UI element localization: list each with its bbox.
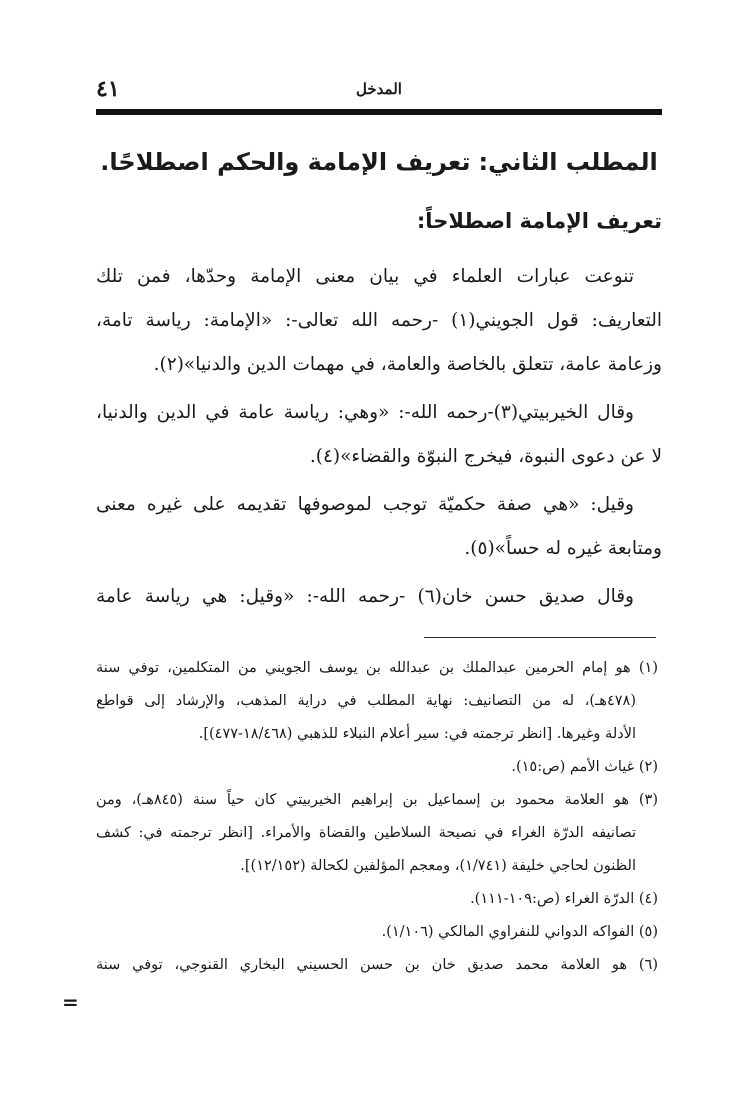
footnote-line: (٣) هو العلامة محمود بن إسماعيل بن إبراهيم الخيربيتي كان حياً سنة (٨٤٥هـ)، ومن — [96, 792, 658, 808]
header-rule — [96, 109, 662, 115]
body-line: وقال صديق حسن خان(٦) -رحمه الله-: «وقيل: هي رياسة عامة — [96, 586, 634, 607]
footnote-line: (٤) الدرّة الغراء (ص:١٠٩-١١١). — [470, 891, 658, 907]
body-text — [96, 255, 662, 619]
body-line: وزعامة عامة، تتعلق بالخاصة والعامة، في مهمات الدين والدنيا»(٢). — [153, 354, 662, 375]
page-number: ٤١ — [96, 76, 120, 102]
footnotes — [96, 652, 658, 982]
page-header — [96, 76, 662, 102]
footnote-line: الظنون لحاجي خليفة (١/٧٤١)، ومعجم المؤلفين لكحالة (١٢/١٥٢)]. — [240, 858, 636, 874]
section-title — [96, 138, 662, 186]
body-line: وقال الخيربيتي(٣)-رحمه الله-: «وهي: رياسة عامة في الدين والدنيا، — [96, 402, 634, 423]
body-line: وقيل: «هي صفة حكميّة توجب لموصوفها تقديمه على غيره معنى — [96, 494, 634, 515]
running-head: المدخل — [356, 80, 402, 98]
section-title-prefix: المطلب الثاني: — [478, 148, 658, 176]
continuation-mark: = — [62, 990, 79, 1014]
body-line: التعاريف: قول الجويني(١) -رحمه الله تعالى-: «الإمامة: رياسة تامة، — [96, 310, 662, 331]
footnote-line: الأدلة وغيرها. [انظر ترجمته في: سير أعلام النبلاء للذهبي (١٨/٤٦٨-٤٧٧)]. — [198, 726, 636, 742]
footnote-line: تصانيفه الدرّة الغراء في نصيحة السلاطين والقضاة والأمراء. [انظر ترجمته في: كشف — [96, 825, 636, 841]
footnote-line: (٥) الفواكه الدواني للنفراوي المالكي (١/١٠٦). — [381, 924, 658, 940]
footnote-line: (٦) هو العلامة محمد صديق خان بن حسن الحسيني البخاري القنوجي، توفي سنة — [96, 957, 658, 973]
footnote-line: (٢) غياث الأمم (ص:١٥). — [511, 759, 658, 775]
footnote-line: (١) هو إمام الحرمين عبدالملك بن عبدالله بن يوسف الجويني من المتكلمين، توفي سنة — [96, 660, 658, 676]
section-title-main: تعريف الإمامة والحكم اصطلاحًا. — [100, 148, 471, 176]
footnote-rule — [424, 637, 656, 638]
body-line: لا عن دعوى النبوة، فيخرج النبوّة والقضاء»(٤). — [309, 446, 662, 467]
footnote-line: (٤٧٨هـ)، له من التصانيف: نهاية المطلب في دراية المذهب، والإرشاد إلى قواطع — [96, 693, 636, 709]
body-line: ومتابعة غيره له حساً»(٥). — [464, 538, 662, 559]
body-line: تنوعت عبارات العلماء في بيان معنى الإمامة وحدّها، فمن تلك — [96, 266, 634, 287]
subheading: تعريف الإمامة اصطلاحاً: — [416, 209, 662, 233]
